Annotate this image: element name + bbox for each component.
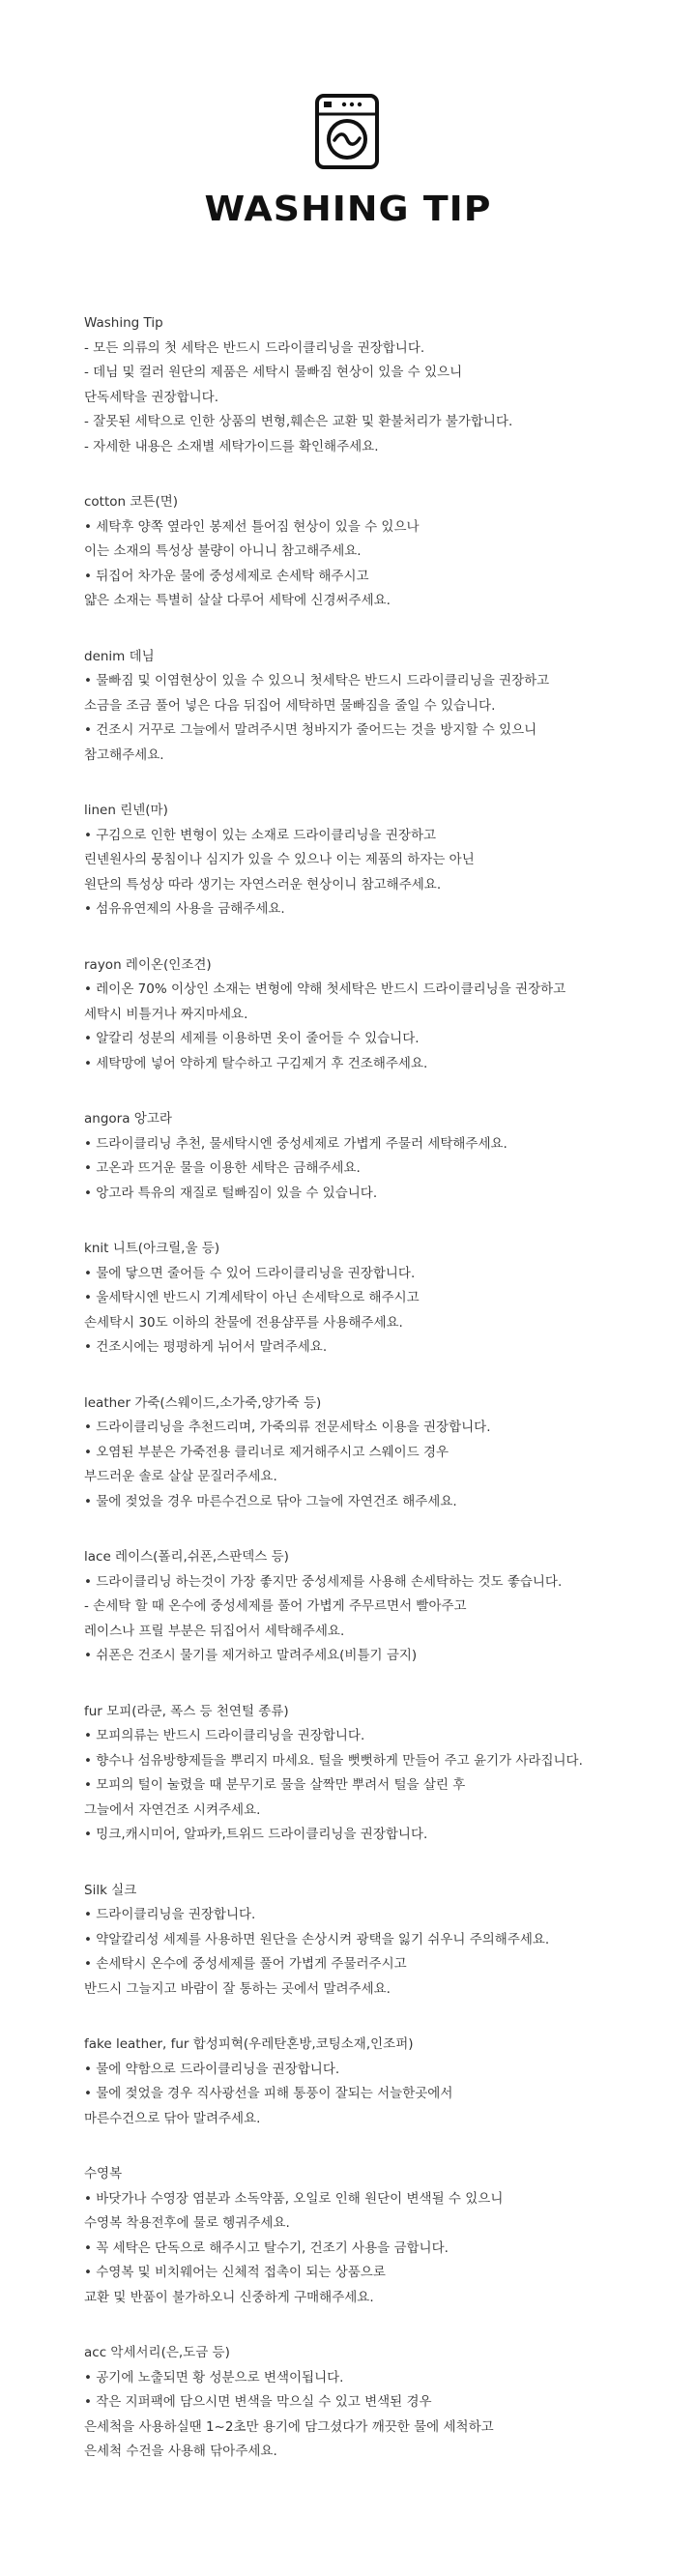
guide-line: • 쉬폰은 건조시 물기를 제거하고 말려주세요(비틀기 금지) bbox=[84, 1648, 418, 1663]
guide-section bbox=[84, 1237, 664, 1361]
guide-line: • 건조시에는 평평하게 뉘어서 말려주세요. bbox=[84, 1339, 328, 1355]
guide-section bbox=[84, 2162, 664, 2310]
guide-line: • 물에 젖었을 경우 마른수건으로 닦아 그늘에 자연건조 해주세요. bbox=[84, 1493, 457, 1509]
guide-line: • 향수나 섬유방향제들을 뿌리지 마세요. 털을 뻣뻣하게 만들어 주고 윤기가 사라집니다. bbox=[84, 1752, 583, 1769]
guide-line: • 드라이클리닝 추천, 물세탁시엔 중성세제로 가볍게 주물러 세탁해주세요. bbox=[84, 1135, 508, 1152]
section-title: knit 니트(아크릴,울 등) bbox=[84, 1241, 220, 1256]
guide-section bbox=[84, 645, 664, 769]
guide-section bbox=[84, 2033, 664, 2131]
section-title: lace 레이스(폴리,쉬폰,스판덱스 등) bbox=[84, 1549, 289, 1565]
guide-line: • 꼭 세탁은 단독으로 해주시고 탈수기, 건조기 사용을 금합니다. bbox=[84, 2239, 449, 2256]
guide-line: • 물빠짐 및 이염현상이 있을 수 있으니 첫세탁은 반드시 드라이클리닝을 권장하고 bbox=[84, 673, 550, 688]
guide-line: 참고해주세요. bbox=[84, 746, 164, 763]
guide-line: 교환 및 반품이 불가하오니 신중하게 구매해주세요. bbox=[84, 2289, 374, 2305]
guide-line: • 세탁망에 넣어 약하게 탈수하고 구김제거 후 건조해주세요. bbox=[84, 1055, 428, 1071]
guide-line: • 약알칼리성 세제를 사용하면 원단을 손상시켜 광택을 잃기 쉬우니 주의해주세요. bbox=[84, 1931, 550, 1947]
guide-section bbox=[84, 2341, 664, 2465]
guide-line: • 공기에 노출되면 황 성분으로 변색이됩니다. bbox=[84, 2369, 344, 2386]
guide-line: • 건조시 거꾸로 그늘에서 말려주시면 청바지가 줄어드는 것을 방지할 수 있으니 bbox=[84, 722, 537, 738]
guide-line: • 레이온 70% 이상인 소재는 변형에 약해 첫세탁은 반드시 드라이클리닝을 권장하고 bbox=[84, 981, 566, 997]
guide-line: - 잘못된 세탁으로 인한 상품의 변형,훼손은 교환 및 환불처리가 불가합니다. bbox=[84, 414, 513, 429]
section-title: 수영복 bbox=[84, 2166, 123, 2181]
section-title: angora 앙고라 bbox=[84, 1111, 172, 1127]
guide-line: • 수영복 및 비치웨어는 신체적 접촉이 되는 상품으로 bbox=[84, 2265, 386, 2280]
guide-line: • 모피의 털이 눌렸을 때 분무기로 물을 살짝만 뿌려서 털을 살린 후 bbox=[84, 1777, 466, 1793]
guide-line: • 모피의류는 반드시 드라이클리닝을 권장합니다. bbox=[84, 1728, 365, 1743]
guide-line: - 데님 및 컬러 원단의 제품은 세탁시 물빠짐 현상이 있을 수 있으니 bbox=[84, 365, 463, 380]
guide-line: • 뒤집어 차가운 물에 중성세제로 손세탁 해주시고 bbox=[84, 568, 369, 584]
guide-line: • 바닷가나 수영장 염분과 소독약품, 오일로 인해 원단이 변색될 수 있으니 bbox=[84, 2190, 504, 2207]
guide-line: 린넨원사의 뭉침이나 심지가 있을 수 있으나 이는 제품의 하자는 아닌 bbox=[84, 852, 475, 867]
guide-line: 원단의 특성상 따라 생기는 자연스러운 현상이니 참고해주세요. bbox=[84, 876, 442, 893]
washing-machine-icon bbox=[314, 93, 380, 170]
guide-section bbox=[84, 1107, 664, 1206]
guide-line: • 구김으로 인한 변형이 있는 소재로 드라이클리닝을 권장하고 bbox=[84, 827, 437, 843]
section-title: fur 모피(라쿤, 폭스 등 천연털 종류) bbox=[84, 1703, 289, 1719]
section-title: acc 악세서리(은,도금 등) bbox=[84, 2345, 230, 2360]
guide-line: • 울세탁시엔 반드시 기계세탁이 아닌 손세탁으로 해주시고 bbox=[84, 1290, 420, 1305]
guide-line: • 드라이클리닝을 추천드리며, 가죽의류 전문세탁소 이용을 권장합니다. bbox=[84, 1420, 491, 1435]
guide-line: 레이스나 프릴 부분은 뒤집어서 세탁해주세요. bbox=[84, 1623, 345, 1639]
guide-line: 수영복 착용전후에 물로 헹궈주세요. bbox=[84, 2215, 290, 2231]
header bbox=[0, 0, 696, 232]
guide-line: • 작은 지퍼팩에 담으시면 변색을 막으실 수 있고 변색된 경우 bbox=[84, 2394, 432, 2410]
guide-line: • 손세탁시 온수에 중성세제를 풀어 가볍게 주물러주시고 bbox=[84, 1956, 407, 1972]
section-title: cotton 코튼(면) bbox=[84, 494, 179, 510]
guide-line: • 물에 닿으면 줄어들 수 있어 드라이클리닝을 권장합니다. bbox=[84, 1265, 416, 1281]
section-title: Washing Tip bbox=[84, 315, 163, 331]
guide-line: 부드러운 솔로 살살 문질러주세요. bbox=[84, 1469, 277, 1484]
guide-line: - 손세탁 할 때 온수에 중성세제를 풀어 가볍게 주무르면서 빨아주고 bbox=[84, 1598, 467, 1614]
guide-section bbox=[84, 1700, 664, 1848]
page-title: WASHING TIP bbox=[204, 190, 492, 229]
guide-section bbox=[84, 1879, 664, 2003]
guide-section bbox=[84, 490, 664, 614]
section-title: denim 데님 bbox=[84, 648, 155, 664]
guide-line: 마른수건으로 닦아 말려주세요. bbox=[84, 2110, 261, 2126]
guide-section bbox=[84, 1391, 664, 1515]
guide-line: 얇은 소재는 특별히 살살 다루어 세탁에 신경써주세요. bbox=[84, 593, 391, 608]
guide-line: 단독세탁을 권장합니다. bbox=[84, 389, 218, 405]
guide-line: • 세탁후 양쪽 옆라인 봉제선 틀어짐 현상이 있을 수 있으나 bbox=[84, 518, 420, 535]
guide-line: 은세척을 사용하실땐 1~2초만 용기에 담그셨다가 깨끗한 물에 세척하고 bbox=[84, 2418, 494, 2435]
guide-line: 손세탁시 30도 이하의 찬물에 전용샴푸를 사용해주세요. bbox=[84, 1314, 403, 1331]
guide-section bbox=[84, 799, 664, 922]
guide-line: • 드라이클리닝 하는것이 가장 좋지만 중성세제를 사용해 손세탁하는 것도 좋습니다. bbox=[84, 1573, 563, 1590]
guide-line: • 알칼리 성분의 세제를 이용하면 옷이 줄어들 수 있습니다. bbox=[84, 1031, 420, 1046]
guide-line: 그늘에서 자연건조 시켜주세요. bbox=[84, 1801, 261, 1818]
guide-line: - 자세한 내용은 소재별 세탁가이드를 확인해주세요. bbox=[84, 438, 379, 454]
guide-line: • 물에 젖었을 경우 직사광선을 피해 통풍이 잘되는 서늘한곳에서 bbox=[84, 2086, 453, 2101]
guide-section bbox=[84, 953, 664, 1077]
guide-line: • 앙고라 특유의 재질로 털빠짐이 있을 수 있습니다. bbox=[84, 1185, 378, 1201]
guide-line: 이는 소재의 특성상 불량이 아니니 참고해주세요. bbox=[84, 543, 362, 559]
section-title: linen 린넨(마) bbox=[84, 803, 168, 818]
guide-line: • 밍크,캐시미어, 알파카,트위드 드라이클리닝을 권장합니다. bbox=[84, 1827, 428, 1842]
guide-line: • 드라이클리닝을 권장합니다. bbox=[84, 1907, 256, 1922]
section-title: fake leather, fur 합성피혁(우레탄혼방,코팅소재,인조퍼) bbox=[84, 2036, 414, 2052]
guide-line: • 오염된 부분은 가죽전용 클리너로 제거해주시고 스웨이드 경우 bbox=[84, 1444, 450, 1460]
guide-line: • 섬유유연제의 사용을 금해주세요. bbox=[84, 901, 285, 917]
guide-line: 은세척 수건을 사용해 닦아주세요. bbox=[84, 2444, 277, 2459]
guide-line: 반드시 그늘지고 바람이 잘 통하는 곳에서 말려주세요. bbox=[84, 1980, 391, 1997]
guide-line: 세탁시 비틀거나 짜지마세요. bbox=[84, 1006, 248, 1022]
guide-line: - 모든 의류의 첫 세탁은 반드시 드라이클리닝을 권장합니다. bbox=[84, 339, 425, 356]
section-title: Silk 실크 bbox=[84, 1882, 137, 1898]
guide-section bbox=[84, 1545, 664, 1669]
guide-line: • 물에 약함으로 드라이클리닝을 권장합니다. bbox=[84, 2061, 340, 2077]
guide-line: • 고온과 뜨거운 물을 이용한 세탁은 금해주세요. bbox=[84, 1160, 361, 1176]
guide-section bbox=[84, 311, 664, 459]
section-title: leather 가죽(스웨이드,소가죽,양가죽 등) bbox=[84, 1394, 322, 1411]
washing-guide-content bbox=[84, 311, 664, 2496]
section-title: rayon 레이온(인조견) bbox=[84, 956, 212, 973]
guide-line: 소금을 조금 풀어 넣은 다음 뒤집어 세탁하면 물빠짐을 줄일 수 있습니다. bbox=[84, 697, 496, 714]
